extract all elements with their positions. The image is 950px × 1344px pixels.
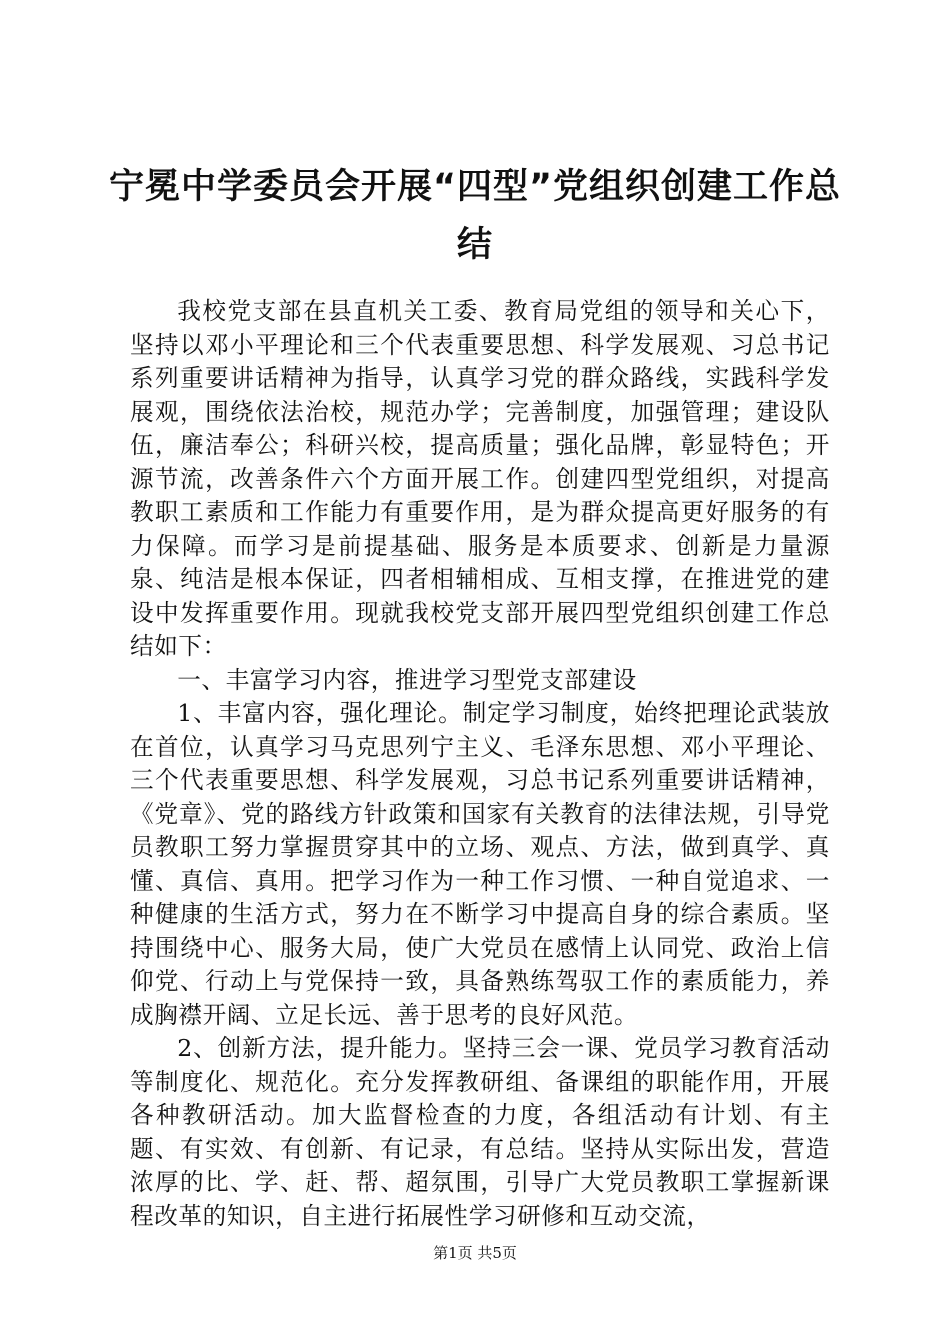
paragraph-intro: 我校党支部在县直机关工委、教育局党组的领导和关心下，坚持以邓小平理论和三个代表重要思想、科学发展观、习总书记系列重要讲话精神为指导，认真学习党的群众路线，实践科学发展观，围绕依法治校，规范办学；完善制度，加强管理；建设队伍，廉洁奉公；科研兴校，提高质量；强化品牌，彰显特色；开源节流，改善条件六个方面开展工作。创建四型党组织，对提高教职工素质和工作能力有重要作用，是为群众提高更好服务的有力保障。而学习是前提基础、服务是本质要求、创新是力量源泉、纯洁是根本保证，四者相辅相成、互相支撑，在推进党的建设中发挥重要作用。现就我校党支部开展四型党组织创建工作总结如下： xyxy=(130,297,830,660)
page-number-footer: 第1页 共5页 xyxy=(433,1244,517,1262)
document-body xyxy=(130,295,830,1233)
document-title: 宁冕中学委员会开展“四型”党组织创建工作总结 xyxy=(108,167,841,265)
paragraph-item-1: 1、丰富内容，强化理论。制定学习制度，始终把理论武装放在首位，认真学习马克思列宁主义、毛泽东思想、邓小平理论、三个代表重要思想、科学发展观，习总书记系列重要讲话精神，《党章》、党的路线方针政策和国家有关教育的法律法规，引导党员教职工努力掌握贯穿其中的立场、观点、方法，做到真学、真懂、真信、真用。把学习作为一种工作习惯、一种自觉追求、一种健康的生活方式，努力在不断学习中提高自身的综合素质。坚持围绕中心、服务大局，使广大党员在感情上认同党、政治上信仰党、行动上与党保持一致，具备熟练驾驭工作的素质能力，养成胸襟开阔、立足长远、善于思考的良好风范。 xyxy=(130,699,830,1029)
section-heading-1: 一、丰富学习内容，推进学习型党支部建设 xyxy=(177,665,637,694)
paragraph-item-2: 2、创新方法，提升能力。坚持三会一课、党员学习教育活动等制度化、规范化。充分发挥教研组、备课组的职能作用，开展各种教研活动。加大监督检查的力度，各组活动有计划、有主题、有实效、有创新、有记录，有总结。坚持从实际出发，营造浓厚的比、学、赶、帮、超氛围，引导广大党员教职工掌握新课程改革的知识，自主进行拓展性学习研修和互动交流， xyxy=(130,1034,830,1230)
